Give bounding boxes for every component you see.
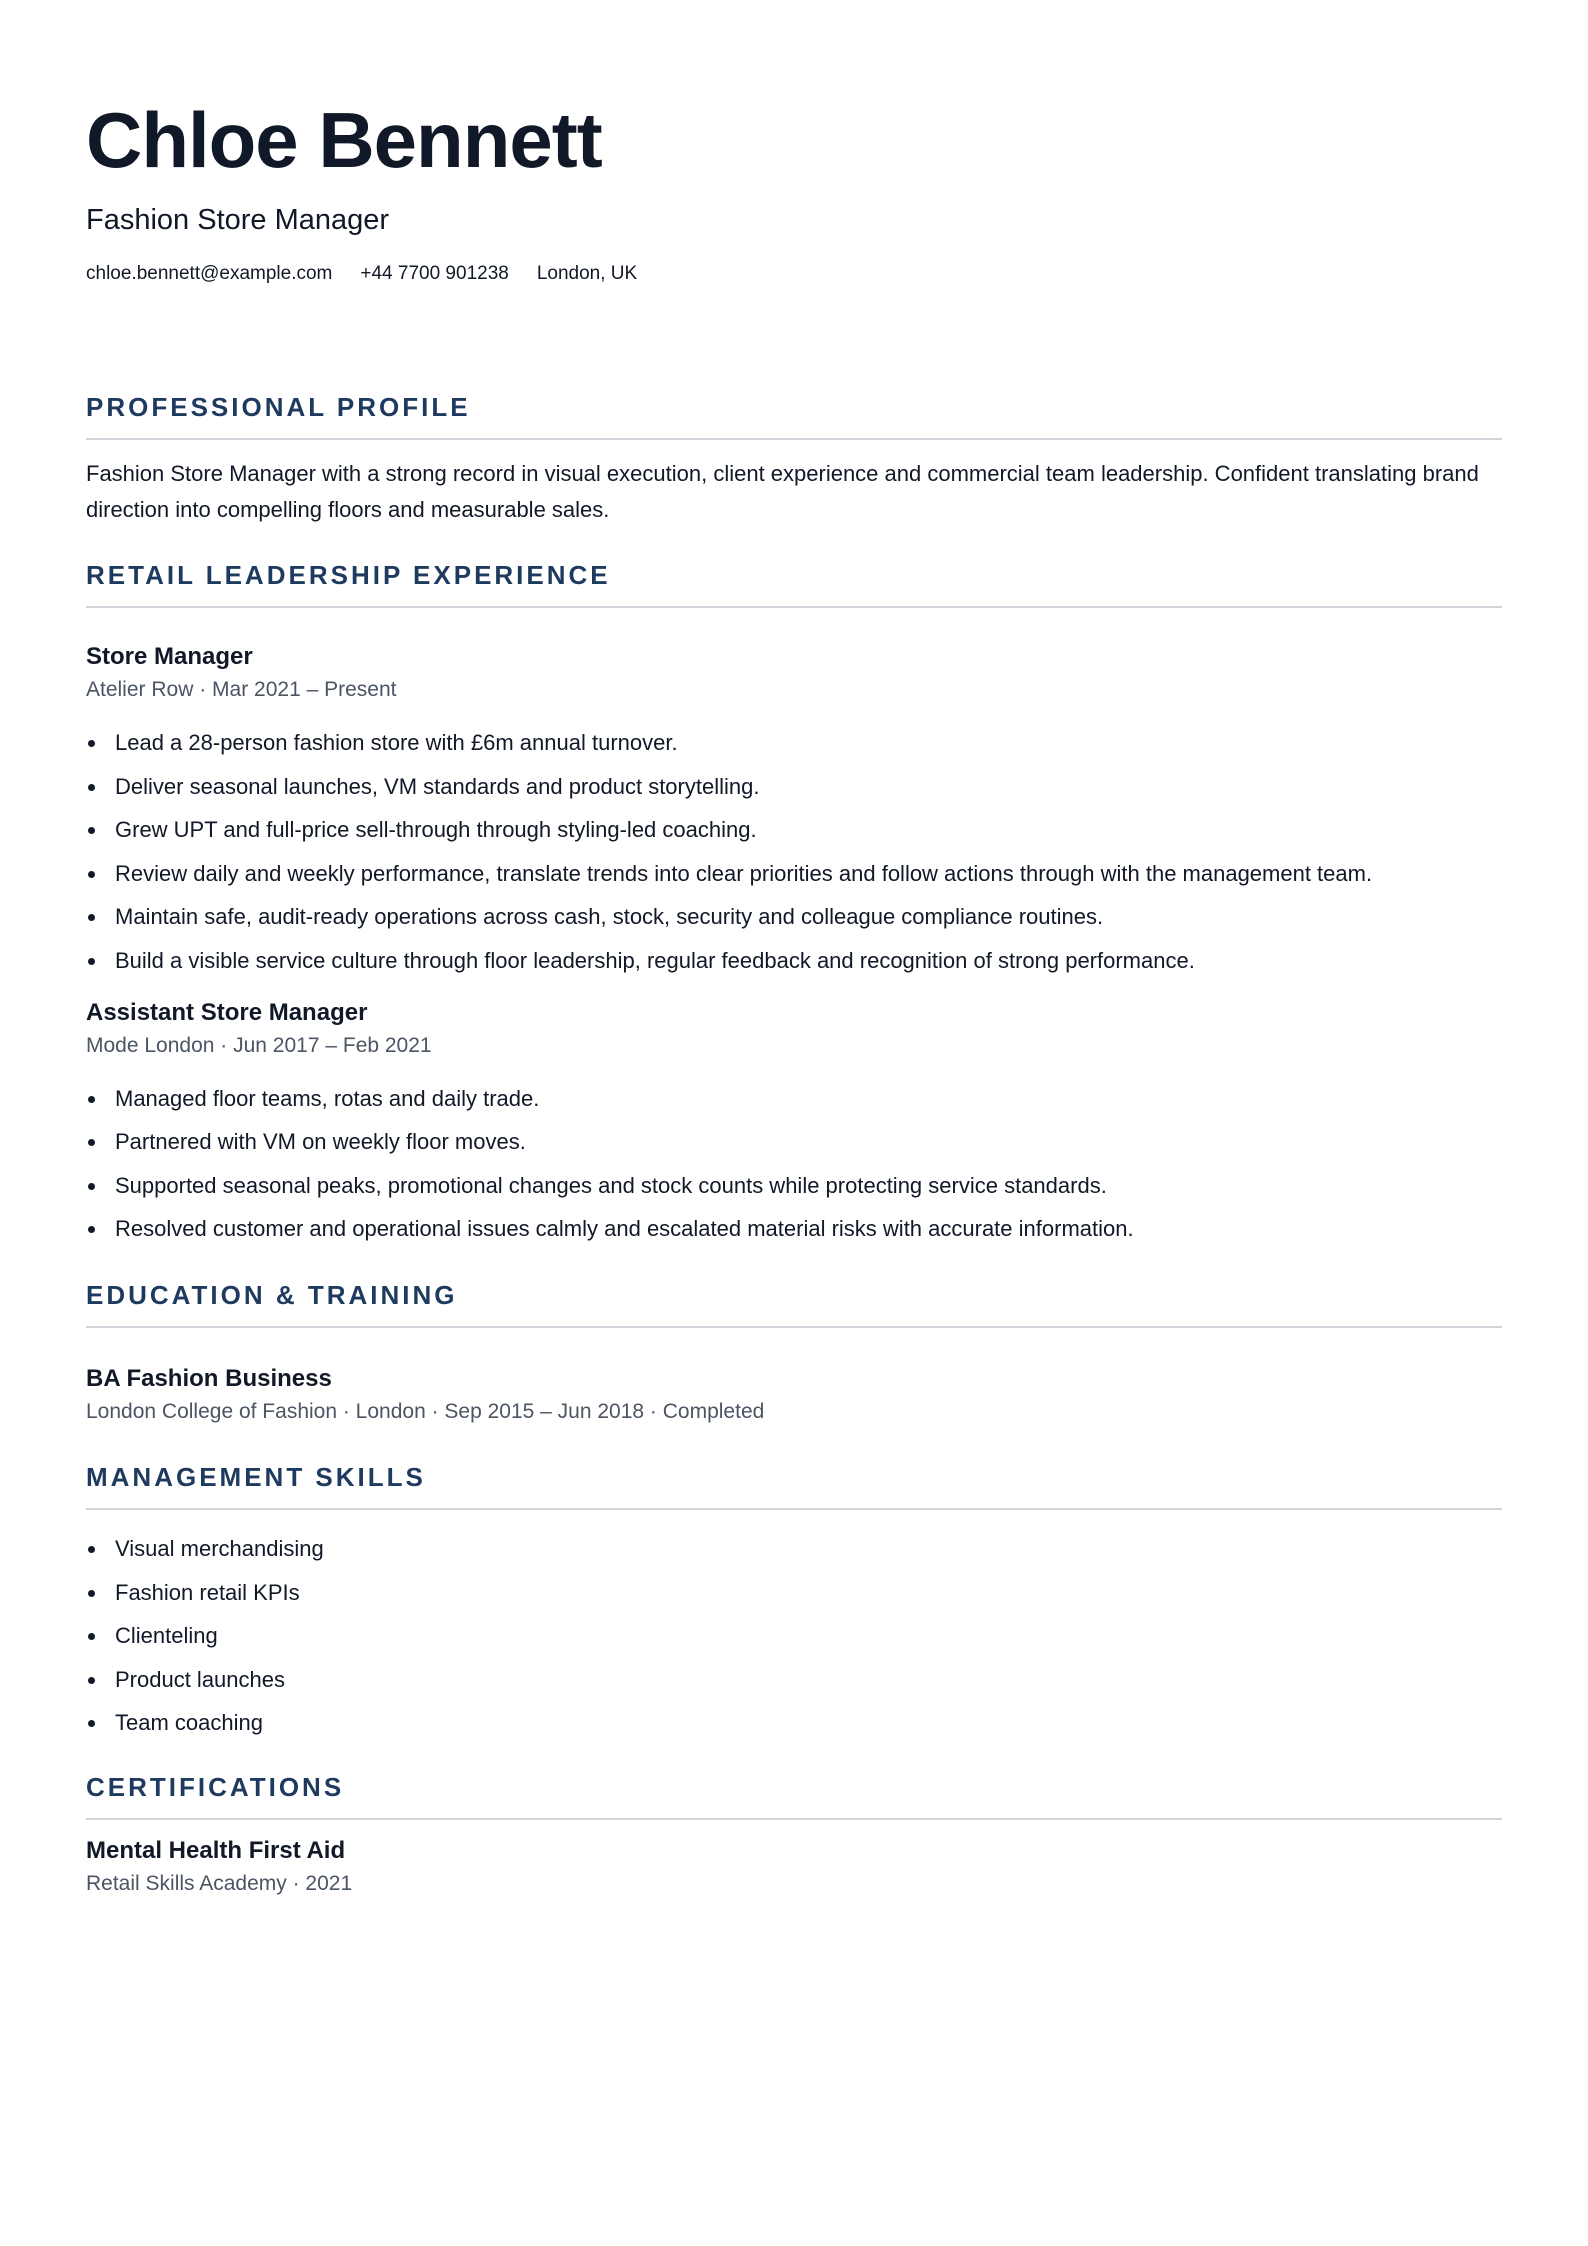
section-heading-certifications: CERTIFICATIONS [86, 1770, 1502, 1820]
job-entry [86, 642, 1502, 976]
section-heading-experience: RETAIL LEADERSHIP EXPERIENCE [86, 558, 1502, 608]
bullet-item: Supported seasonal peaks, promotional changes and stock counts while protecting service standards. [86, 1171, 1502, 1201]
bullet-item: Deliver seasonal launches, VM standards and product storytelling. [86, 772, 1502, 802]
contact-line [86, 262, 1502, 286]
job-entry [86, 998, 1502, 1245]
resume-header [86, 0, 1502, 286]
bullet-item: Maintain safe, audit-ready operations across cash, stock, security and colleague compliance routines. [86, 902, 1502, 932]
job-bullets [86, 728, 1502, 976]
skills-list [86, 1534, 1502, 1738]
contact-email: chloe.bennett@example.com [86, 263, 333, 284]
skill-item: Clienteling [86, 1621, 1502, 1651]
job-meta: Mode London · Jun 2017 – Feb 2021 [86, 1033, 432, 1057]
skill-item: Fashion retail KPIs [86, 1578, 1502, 1608]
job-title: Assistant Store Manager [86, 998, 368, 1026]
bullet-item: Managed floor teams, rotas and daily trade. [86, 1084, 1502, 1114]
bullet-item: Build a visible service culture through floor leadership, regular feedback and recognition of strong performance. [86, 946, 1502, 976]
contact-phone: +44 7700 901238 [360, 263, 509, 284]
candidate-name: Chloe Bennett [86, 96, 602, 184]
section-heading-profile: PROFESSIONAL PROFILE [86, 390, 1502, 440]
skill-item: Team coaching [86, 1708, 1502, 1738]
degree-title: BA Fashion Business [86, 1365, 332, 1392]
profile-section [86, 390, 1502, 528]
job-meta: Atelier Row · Mar 2021 – Present [86, 678, 397, 701]
experience-section [86, 558, 1502, 1244]
profile-summary: Fashion Store Manager with a strong record in visual execution, client experience and commercial team leadership. Confident translating brand direction into compelling floors and measurable sales. [86, 461, 1479, 522]
bullet-item: Partnered with VM on weekly floor moves. [86, 1127, 1502, 1157]
bullet-item: Resolved customer and operational issues calmly and escalated material risks with accurate information. [86, 1214, 1502, 1244]
skills-section [86, 1460, 1502, 1738]
certification-title: Mental Health First Aid [86, 1837, 346, 1864]
section-heading-skills: MANAGEMENT SKILLS [86, 1460, 1502, 1510]
certification-entry [86, 1836, 1502, 1898]
section-heading-education: EDUCATION & TRAINING [86, 1278, 1502, 1328]
skill-item: Visual merchandising [86, 1534, 1502, 1564]
bullet-item: Grew UPT and full-price sell-through through styling-led coaching. [86, 815, 1502, 845]
contact-location: London, UK [536, 263, 638, 284]
bullet-item: Lead a 28-person fashion store with £6m annual turnover. [86, 728, 1502, 758]
certifications-section [86, 1770, 1502, 1898]
education-entry [86, 1364, 1502, 1426]
skill-item: Product launches [86, 1665, 1502, 1695]
bullet-item: Review daily and weekly performance, translate trends into clear priorities and follow actions through with the management team. [86, 859, 1502, 889]
degree-meta: London College of Fashion · London · Sep 2015 – Jun 2018 · Completed [86, 1400, 765, 1423]
job-title: Store Manager [86, 643, 253, 670]
job-bullets [86, 1084, 1502, 1245]
education-section [86, 1278, 1502, 1426]
candidate-headline: Fashion Store Manager [86, 204, 390, 236]
certification-meta: Retail Skills Academy · 2021 [86, 1872, 353, 1895]
